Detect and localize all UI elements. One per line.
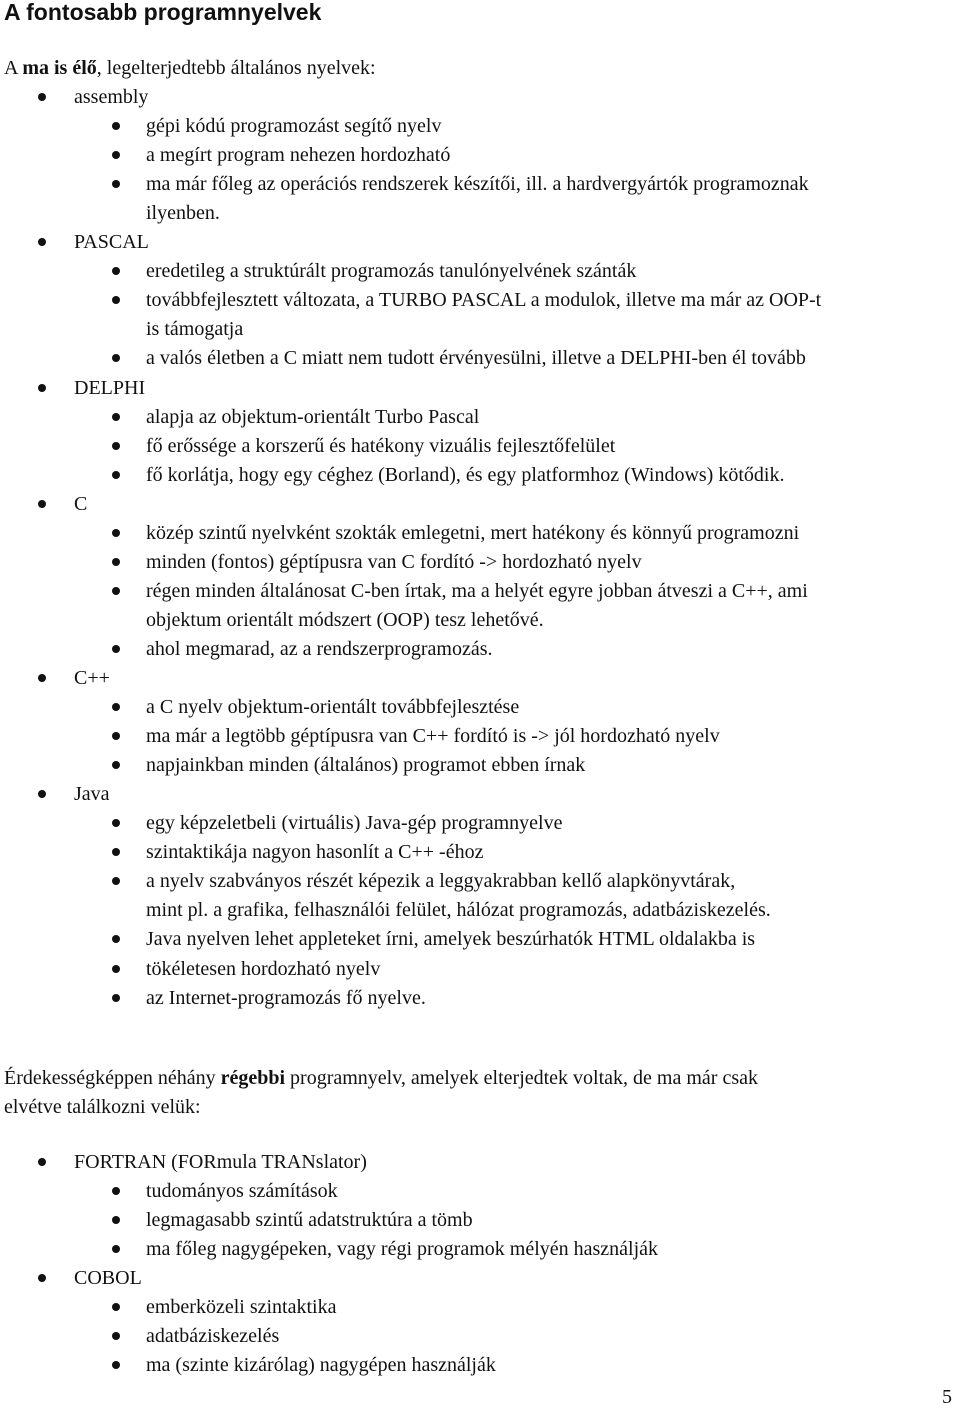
language-name: DELPHI (74, 377, 146, 399)
point-bullet (112, 413, 120, 421)
point-text: adatbáziskezelés (146, 1325, 280, 1347)
point-text: napjainkban minden (általános) programot ebben írnak (146, 754, 586, 776)
point-text: objektum orientált módszert (OOP) tesz lehetővé. (146, 609, 544, 631)
point-bullet (112, 587, 120, 595)
language-bullet (38, 500, 46, 508)
point-text: ma főleg nagygépeken, vagy régi programok mélyén használják (146, 1238, 659, 1260)
language-name: FORTRAN (FORmula TRANslator) (74, 1151, 367, 1173)
point-text: legmagasabb szintű adatstruktúra a tömb (146, 1209, 473, 1231)
point-text: tudományos számítások (146, 1180, 338, 1202)
point-text: ilyenben. (146, 202, 220, 224)
point-text: a C nyelv objektum-orientált továbbfejlesztése (146, 696, 520, 718)
point-text: szintaktikája nagyon hasonlít a C++ -éhoz (146, 841, 484, 863)
language-name: COBOL (74, 1267, 142, 1289)
older-intro-emphasis: régebbi (220, 1067, 286, 1089)
point-bullet (112, 1303, 120, 1311)
language-name: C (74, 493, 88, 515)
point-text: ahol megmarad, az a rendszerprogramozás. (146, 638, 493, 660)
intro-text-after: , legelterjedtebb általános nyelvek: (96, 57, 376, 79)
point-text: az Internet-programozás fő nyelve. (146, 987, 426, 1009)
point-bullet (112, 296, 120, 304)
point-text: is támogatja (146, 318, 244, 340)
point-text: közép szintű nyelvként szokták emlegetni, mert hatékony és könnyű programozni (146, 522, 800, 544)
point-bullet (112, 877, 120, 885)
language-bullet (38, 1274, 46, 1282)
point-text: fő erőssége a korszerű és hatékony vizuális fejlesztőfelület (146, 435, 616, 457)
point-bullet (112, 994, 120, 1002)
older-intro-line2: elvétve találkozni velük: (4, 1096, 201, 1118)
point-text: továbbfejlesztett változata, a TURBO PASCAL a modulok, illetve ma már az OOP-t (146, 289, 822, 311)
point-text: a nyelv szabványos részét képezik a leggyakrabban kellő alapkönyvtárak, (146, 870, 736, 892)
point-bullet (112, 965, 120, 973)
language-name: assembly (74, 86, 149, 108)
point-text: fő korlátja, hogy egy céghez (Borland), és egy platformhoz (Windows) kötődik. (146, 464, 785, 486)
point-bullet (112, 645, 120, 653)
older-intro-text-before: Érdekességképpen néhány (4, 1067, 221, 1089)
language-bullet (38, 238, 46, 246)
point-bullet (112, 471, 120, 479)
page-title: A fontosabb programnyelvek (4, 0, 322, 25)
page-number: 5 (942, 1386, 952, 1408)
point-bullet (112, 1187, 120, 1195)
point-bullet (112, 848, 120, 856)
point-bullet (112, 1216, 120, 1224)
point-text: mint pl. a grafika, felhasználói felület, hálózat programozás, adatbáziskezelés. (146, 899, 771, 921)
intro-emphasis: ma is élő (22, 57, 97, 79)
point-bullet (112, 761, 120, 769)
older-intro-text-after: programnyelv, amelyek elterjedtek voltak, de ma már csak (285, 1067, 758, 1089)
language-bullet (38, 674, 46, 682)
point-bullet (112, 354, 120, 362)
point-bullet (112, 529, 120, 537)
point-text: emberközeli szintaktika (146, 1296, 337, 1318)
language-bullet (38, 790, 46, 798)
language-name: C++ (74, 667, 110, 689)
point-text: minden (fontos) géptípusra van C fordító -> hordozható nyelv (146, 551, 642, 573)
point-bullet (112, 703, 120, 711)
point-text: Java nyelven lehet appleteket írni, amelyek beszúrhatók HTML oldalakba is (146, 928, 756, 950)
point-text: tökéletesen hordozható nyelv (146, 958, 381, 980)
point-text: a valós életben a C miatt nem tudott érvényesülni, illetve a DELPHI-ben él tovább (146, 347, 806, 369)
language-bullet (38, 384, 46, 392)
point-bullet (112, 732, 120, 740)
point-bullet (112, 935, 120, 943)
point-bullet (112, 151, 120, 159)
point-bullet (112, 180, 120, 188)
point-bullet (112, 1245, 120, 1253)
point-bullet (112, 267, 120, 275)
language-name: Java (74, 783, 110, 805)
point-text: egy képzeletbeli (virtuális) Java-gép programnyelve (146, 812, 563, 834)
intro-text-before: A (4, 57, 23, 79)
point-text: gépi kódú programozást segítő nyelv (146, 115, 442, 137)
point-text: alapja az objektum-orientált Turbo Pascal (146, 406, 480, 428)
language-name: PASCAL (74, 231, 149, 253)
point-bullet (112, 1361, 120, 1369)
point-bullet (112, 558, 120, 566)
point-text: a megírt program nehezen hordozható (146, 144, 451, 166)
language-bullet (38, 1158, 46, 1166)
point-bullet (112, 122, 120, 130)
point-text: ma már a legtöbb géptípusra van C++ fordító is -> jól hordozható nyelv (146, 725, 720, 747)
intro-paragraph (4, 56, 376, 80)
point-bullet (112, 442, 120, 450)
point-text: ma már főleg az operációs rendszerek készítői, ill. a hardvergyártók programoznak (146, 173, 809, 195)
point-bullet (112, 819, 120, 827)
point-text: ma (szinte kizárólag) nagygépen használják (146, 1354, 496, 1376)
older-intro-paragraph (4, 1066, 758, 1090)
point-bullet (112, 1332, 120, 1340)
point-text: eredetileg a struktúrált programozás tanulónyelvének szánták (146, 260, 637, 282)
point-text: régen minden általánosat C-ben írtak, ma a helyét egyre jobban átveszi a C++, ami (146, 580, 808, 602)
language-bullet (38, 93, 46, 101)
